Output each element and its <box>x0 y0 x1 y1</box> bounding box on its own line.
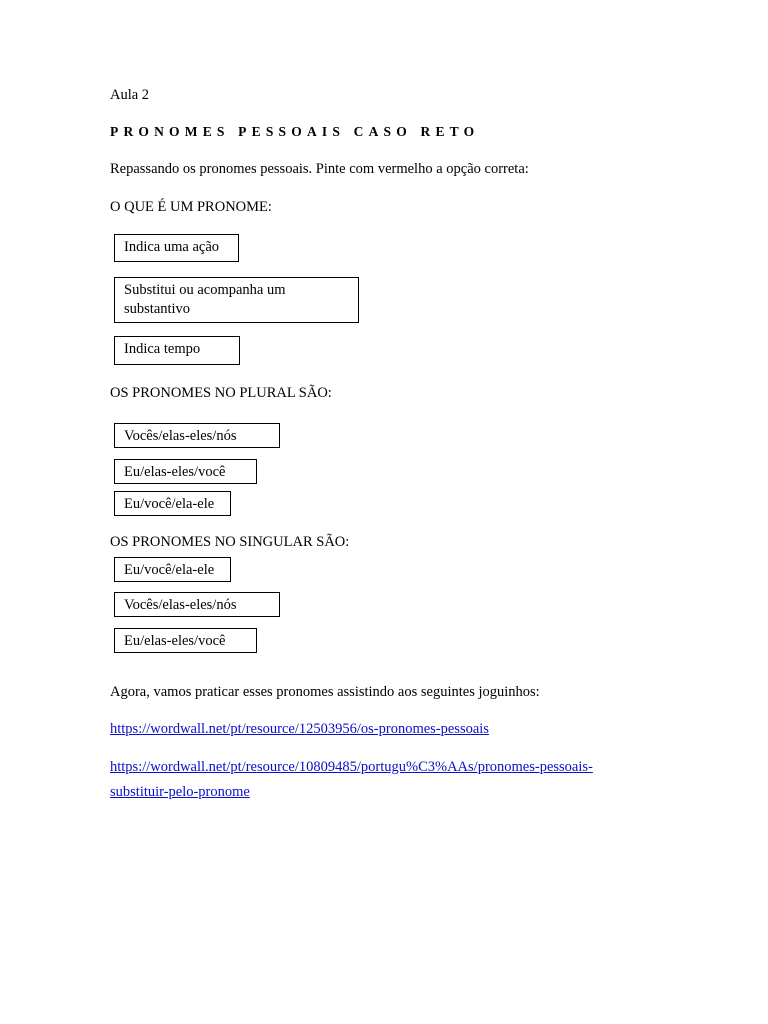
option-plural-eu-elas[interactable] <box>114 459 257 484</box>
lesson-label: Aula 2 <box>110 87 150 103</box>
option-label: Eu/elas-eles/você <box>124 464 226 480</box>
instruction-text: Repassando os pronomes pessoais. Pinte com vermelho a opção correta: <box>110 161 529 177</box>
option-label: Eu/você/ela-ele <box>124 496 215 512</box>
option-singular-eu-elas[interactable] <box>114 628 257 653</box>
option-singular-eu-voce[interactable] <box>114 557 231 582</box>
question-heading-plural: OS PRONOMES NO PLURAL SÃO: <box>110 385 332 401</box>
option-singular-voces[interactable] <box>114 592 280 617</box>
option-plural-eu-voce[interactable] <box>114 491 231 516</box>
question-heading-singular: OS PRONOMES NO SINGULAR SÃO: <box>110 534 350 550</box>
option-label: Indica tempo <box>124 341 201 357</box>
wordwall-link-2-line2[interactable]: substituir-pelo-pronome <box>110 784 250 800</box>
option-label: Indica uma ação <box>124 239 220 255</box>
option-label: Eu/você/ela-ele <box>124 562 215 578</box>
wordwall-link-1[interactable]: https://wordwall.net/pt/resource/12503956/os-pronomes-pessoais <box>110 721 489 737</box>
option-indica-acao[interactable] <box>114 234 239 262</box>
page-title: PRONOMES PESSOAIS CASO RETO <box>110 124 480 139</box>
option-label: Eu/elas-eles/você <box>124 633 226 649</box>
question-heading-pronome: O QUE É UM PRONOME: <box>110 199 272 215</box>
option-label: Vocês/elas-eles/nós <box>124 428 237 444</box>
wordwall-link-2-line1[interactable]: https://wordwall.net/pt/resource/10809485/portugu%C3%AAs/pronomes-pessoais- <box>110 759 593 775</box>
option-indica-tempo[interactable] <box>114 336 240 365</box>
practice-text: Agora, vamos praticar esses pronomes assistindo aos seguintes joguinhos: <box>110 684 540 700</box>
option-substitui-substantivo[interactable] <box>114 277 359 323</box>
option-plural-voces[interactable] <box>114 423 280 448</box>
option-label: Vocês/elas-eles/nós <box>124 597 237 613</box>
option-label: Substitui ou acompanha um substantivo <box>124 282 286 317</box>
